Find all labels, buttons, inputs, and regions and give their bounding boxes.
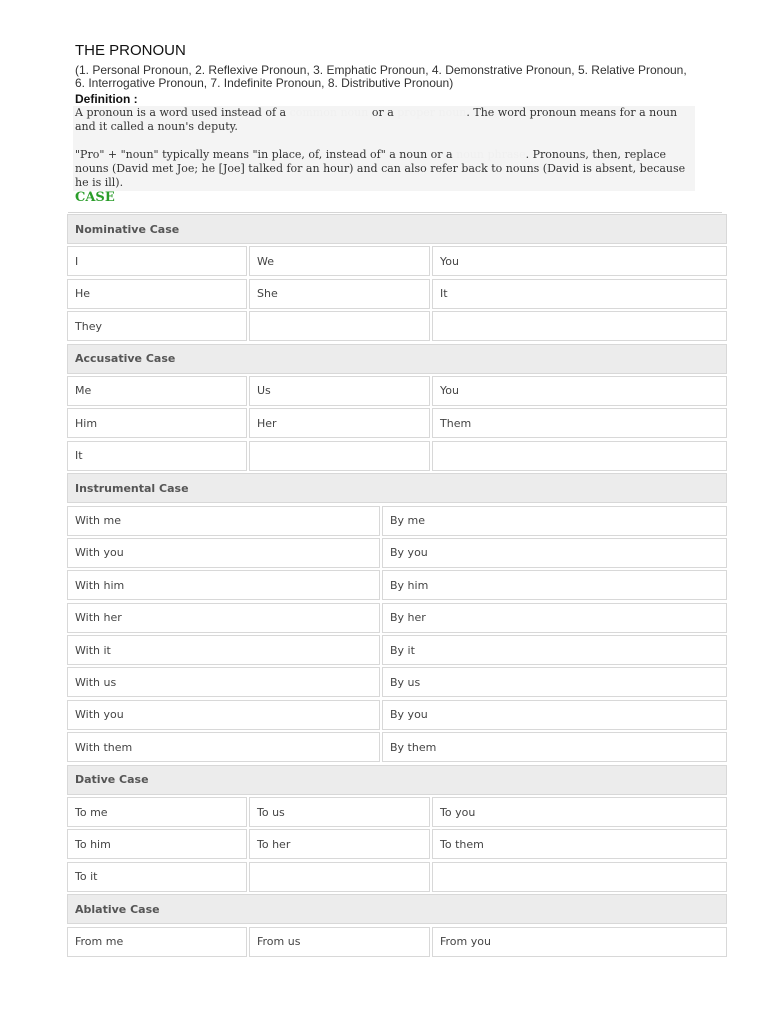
table-cell: From me bbox=[67, 927, 247, 957]
dative-case-header: Dative Case bbox=[67, 765, 727, 795]
ablative-case-header: Ablative Case bbox=[67, 894, 727, 924]
noun-phrase-link[interactable]: noun phrase bbox=[456, 148, 526, 161]
instrumental-case-header: Instrumental Case bbox=[67, 473, 727, 503]
definition-text: or a bbox=[368, 106, 398, 119]
definition-label: Definition : bbox=[75, 92, 138, 106]
table-cell: With her bbox=[67, 603, 380, 633]
table-cell: With it bbox=[67, 635, 380, 665]
table-cell: By them bbox=[382, 732, 727, 762]
divider bbox=[68, 212, 722, 213]
table-cell: You bbox=[432, 376, 727, 406]
table-cell: You bbox=[432, 246, 727, 276]
table-cell: Me bbox=[67, 376, 247, 406]
table-cell: To us bbox=[249, 797, 430, 827]
table-row bbox=[67, 603, 727, 633]
table-row bbox=[67, 311, 727, 341]
table-cell: To me bbox=[67, 797, 247, 827]
table-cell: To him bbox=[67, 829, 247, 859]
table-cell: To it bbox=[67, 862, 247, 892]
table-cell: By me bbox=[382, 506, 727, 536]
table-cell: From you bbox=[432, 927, 727, 957]
definition-text: . Pronouns, then, replace nouns (David met Joe; he [Joe] talked for an hour) and can also refer back to nouns (David is absent, because he is ill). bbox=[75, 148, 686, 189]
table-row bbox=[67, 667, 727, 697]
table-cell: From us bbox=[249, 927, 430, 957]
table-cell: To her bbox=[249, 829, 430, 859]
definition-paragraph-2 bbox=[75, 148, 695, 190]
case-tables bbox=[67, 214, 727, 959]
table-cell: By you bbox=[382, 700, 727, 730]
table-row bbox=[67, 700, 727, 730]
table-cell: Us bbox=[249, 376, 430, 406]
definition-text: "Pro" + "noun" typically means "in place, of, instead of" a noun or a bbox=[75, 148, 457, 161]
table-cell: By you bbox=[382, 538, 727, 568]
table-cell bbox=[249, 862, 430, 892]
table-cell: With you bbox=[67, 538, 380, 568]
table-row bbox=[67, 408, 727, 438]
table-cell: It bbox=[67, 441, 247, 471]
table-cell: With him bbox=[67, 570, 380, 600]
definition-paragraph-1 bbox=[75, 106, 695, 134]
accusative-case-header: Accusative Case bbox=[67, 344, 727, 374]
table-cell: By us bbox=[382, 667, 727, 697]
table-cell: By it bbox=[382, 635, 727, 665]
table-cell: With us bbox=[67, 667, 380, 697]
common-noun-link[interactable]: common noun bbox=[289, 106, 369, 119]
table-cell: She bbox=[249, 279, 430, 309]
case-heading: CASE bbox=[75, 190, 115, 205]
table-row bbox=[67, 862, 727, 892]
definition-text: . The word pronoun means for a noun and it called a noun's deputy. bbox=[75, 106, 678, 133]
table-row bbox=[67, 246, 727, 276]
table-cell: To you bbox=[432, 797, 727, 827]
nominative-case-header: Nominative Case bbox=[67, 214, 727, 244]
table-row bbox=[67, 570, 727, 600]
table-cell: Him bbox=[67, 408, 247, 438]
table-row bbox=[67, 279, 727, 309]
table-cell bbox=[432, 862, 727, 892]
table-cell bbox=[249, 441, 430, 471]
table-cell: I bbox=[67, 246, 247, 276]
table-cell bbox=[432, 441, 727, 471]
table-row bbox=[67, 927, 727, 957]
table-cell bbox=[432, 311, 727, 341]
table-row bbox=[67, 506, 727, 536]
table-cell: With them bbox=[67, 732, 380, 762]
table-row bbox=[67, 732, 727, 762]
pronoun-types-list: (1. Personal Pronoun, 2. Reflexive Pronoun, 3. Emphatic Pronoun, 4. Demonstrative Pronoun, 5. Relative Pronoun, 6. Interrogative Pronoun, 7. Indefinite Pronoun, 8. Distributive Pronoun) bbox=[75, 63, 687, 90]
table-cell: Her bbox=[249, 408, 430, 438]
proper-noun-link[interactable]: proper noun bbox=[397, 106, 467, 119]
table-cell: It bbox=[432, 279, 727, 309]
table-row bbox=[67, 376, 727, 406]
table-cell: Them bbox=[432, 408, 727, 438]
table-row bbox=[67, 538, 727, 568]
table-cell: With me bbox=[67, 506, 380, 536]
table-row bbox=[67, 829, 727, 859]
table-cell: He bbox=[67, 279, 247, 309]
table-cell: To them bbox=[432, 829, 727, 859]
table-cell: By her bbox=[382, 603, 727, 633]
page-title: THE PRONOUN bbox=[75, 42, 186, 59]
table-cell: We bbox=[249, 246, 430, 276]
table-row bbox=[67, 441, 727, 471]
table-row bbox=[67, 635, 727, 665]
table-cell: By him bbox=[382, 570, 727, 600]
table-cell: They bbox=[67, 311, 247, 341]
table-cell bbox=[249, 311, 430, 341]
definition-text: A pronoun is a word used instead of a bbox=[75, 106, 290, 119]
table-row bbox=[67, 797, 727, 827]
table-cell: With you bbox=[67, 700, 380, 730]
